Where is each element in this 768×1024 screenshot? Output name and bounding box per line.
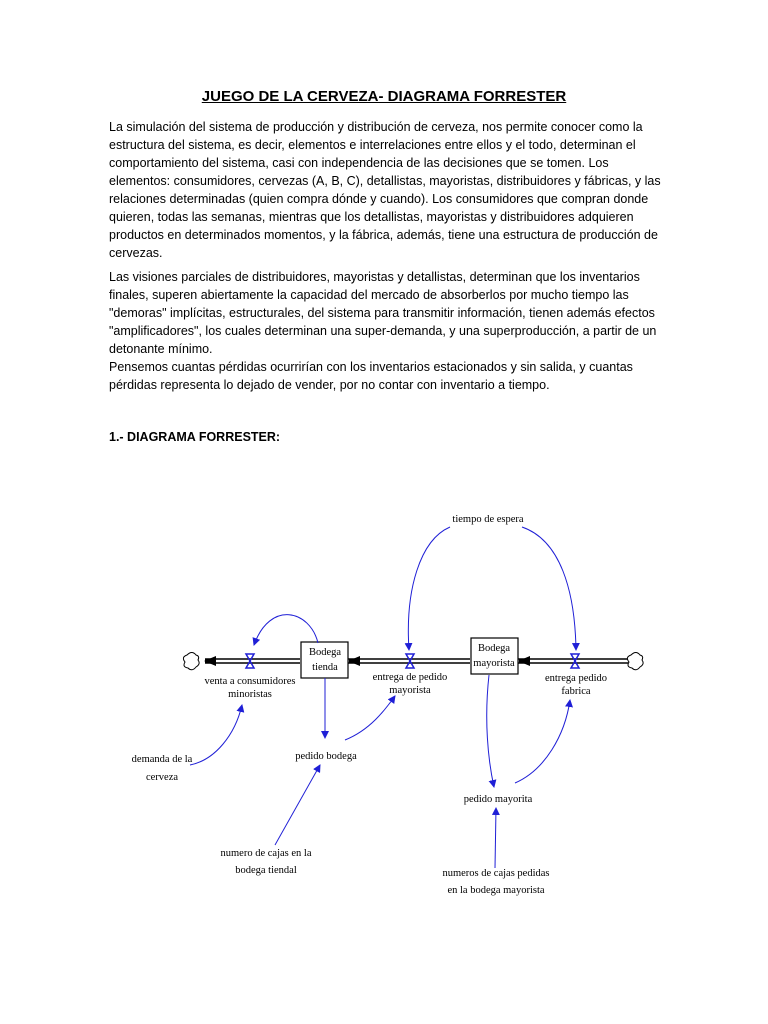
label-venta-2: minoristas [228, 689, 272, 700]
stock-tienda-label-1: Bodega [308, 647, 342, 658]
label-tiempo-espera: tiempo de espera [452, 514, 524, 525]
label-entrega-may-2: mayorista [389, 685, 431, 696]
stock-bodega-tienda [301, 642, 348, 678]
label-entrega-fab-2: fabrica [561, 686, 591, 697]
link-cajas-may-pedido [495, 808, 496, 868]
flow-pipes [205, 659, 630, 663]
paragraph-2a: Las visiones parciales de distribuidores, mayoristas y detallistas, determinan que los inventarios finales, superen abiertamente la capacidad del mercado de absorberlos por mucho tiempo las "demoras" implícitas, estructurales, del sistema para transmitir información, tienen además efectos "amplificadores", los cuales determinan una super-demanda, y una superproducción, a partir de un detonante mínimo. [109, 270, 657, 356]
link-mayorista-pedido [487, 675, 494, 787]
label-entrega-may-1: entrega de pedido [372, 672, 448, 683]
link-tienda-venta [254, 615, 318, 645]
valve-venta-icon [246, 654, 254, 668]
label-demanda-1: demanda de la [131, 754, 193, 765]
label-cajas-tienda-1: numero de cajas en la [220, 848, 312, 859]
valve-entrega-fabrica-icon [571, 654, 579, 668]
stock-mayorista-label-2: mayorista [473, 658, 515, 669]
link-demanda-venta [190, 705, 242, 765]
section-heading: 1.- DIAGRAMA FORRESTER: [109, 430, 281, 444]
link-tiempo-entrega-fabrica [522, 527, 576, 650]
label-venta-1: venta a consumidores [204, 676, 296, 687]
link-pedido-entrega [345, 696, 395, 740]
label-cajas-tienda-2: bodega tiendal [235, 865, 297, 876]
stock-mayorista-label-1: Bodega [477, 643, 511, 654]
label-demanda-2: cerveza [145, 772, 179, 783]
link-cajas-tienda-pedido [275, 765, 320, 845]
stock-tienda-label-2: tienda [312, 662, 338, 673]
link-tiempo-entrega-mayorista [408, 527, 450, 650]
source-cloud-icon [627, 653, 643, 670]
label-pedido-mayorita: pedido mayorita [463, 794, 533, 805]
document-title: JUEGO DE LA CERVEZA- DIAGRAMA FORRESTER [201, 88, 567, 105]
label-entrega-fab-1: entrega pedido [544, 673, 608, 684]
link-pedido-entrega-fabrica [515, 700, 570, 783]
stock-bodega-mayorista [471, 638, 518, 674]
diagram-labels [132, 514, 607, 896]
label-pedido-bodega: pedido bodega [295, 751, 357, 762]
valve-entrega-mayorista-icon [406, 654, 414, 668]
label-cajas-may-2: en la bodega mayorista [447, 885, 545, 896]
label-cajas-may-1: numeros de cajas pedidas [442, 868, 550, 879]
sink-cloud-icon [183, 653, 199, 670]
paragraph-2b: Pensemos cuantas pérdidas ocurrirían con los inventarios estacionados y sin salida, y cuantas pérdidas representa lo dejado de vender, por no contar con inventario a tiempo. [109, 360, 633, 392]
paragraph-1: La simulación del sistema de producción y distribución de cerveza, nos permite conocer como la estructura del sistema, es decir, elementos e interrelaciones entre ellos y el todo, determinan el comportamiento del sistema, casi con independencia de las decisiones que se tomen. Los elementos: consumidores, cervezas (A, B, C), detallistas, mayoristas, distribuidores y fábricas, y las relaciones determinadas (quien compra dónde y cuando). Los consumidores que compran donde quieren, todas las semanas, mientras que los detallistas, mayoristas y distribuidores adquieren productos en determinados momentos, y la fábrica, además, tiene una estructura de producción de cervezas. [109, 120, 661, 260]
